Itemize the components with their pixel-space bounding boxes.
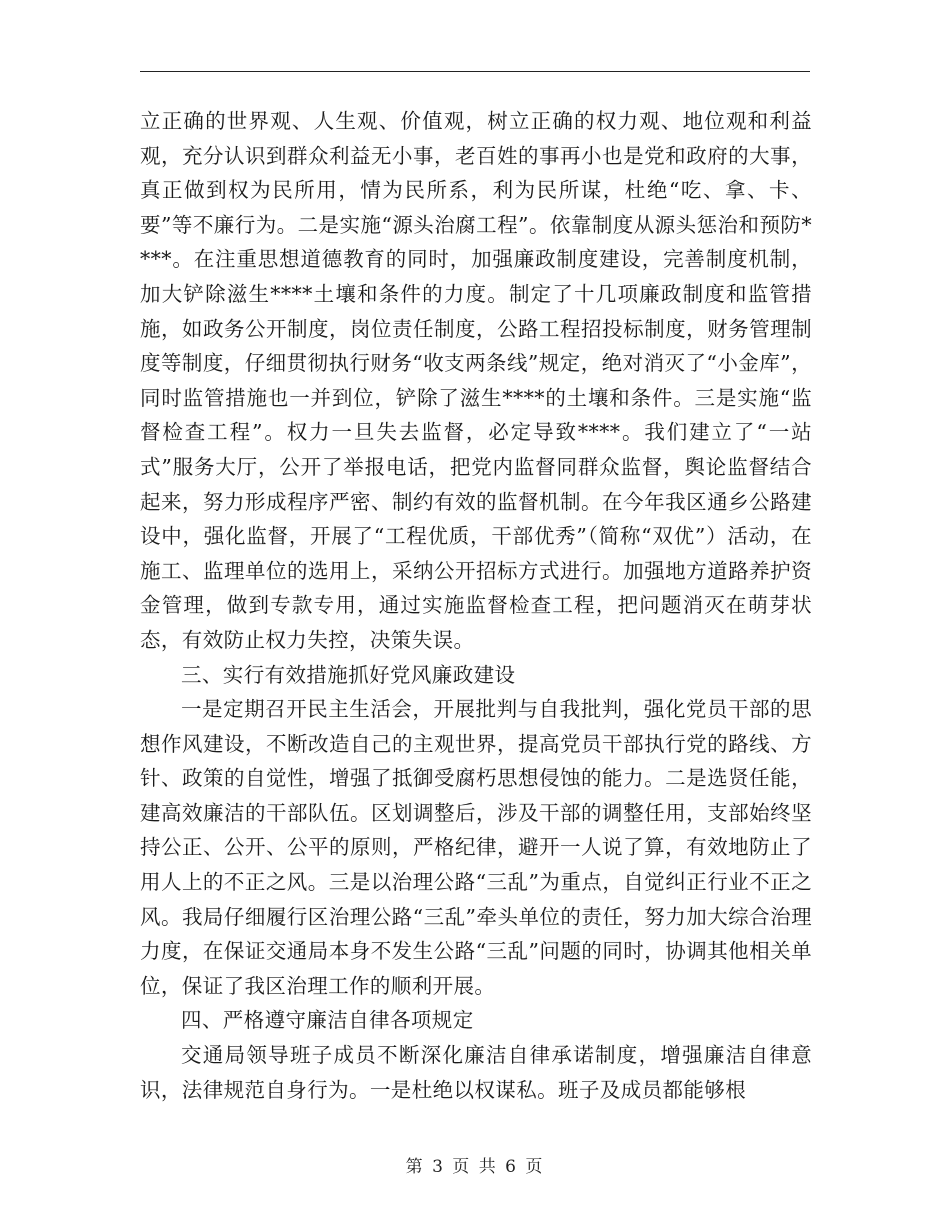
paragraph-3: 交通局领导班子成员不断深化廉洁自律承诺制度，增强廉洁自律意识，法律规范自身行为。一是杜绝以权谋私。班子及成员都能够根 [140,1043,812,1102]
document-body [140,104,812,1107]
paragraph-1: 立正确的世界观、人生观、价值观，树立正确的权力观、地位观和利益观，充分认识到群众利益无小事，老百姓的事再小也是党和政府的大事，真正做到权为民所用，情为民所系，利为民所谋，杜绝“吃、拿、卡、要”等不廉行为。二是实施“源头治腐工程”。依靠制度从源头惩治和预防****。在注重思想道德教育的同时，加强廉政制度建设，完善制度机制，加大铲除滋生****土壤和条件的力度。制定了十几项廉政制度和监管措施，如政务公开制度，岗位责任制度，公路工程招投标制度，财务管理制度等制度，仔细贯彻执行财务“收支两条线”规定，绝对消灭了“小金库”，同时监管措施也一并到位，铲除了滋生****的土壤和条件。三是实施“监督检查工程”。权力一旦失去监督，必定导致****。我们建立了“一站式”服务大厅，公开了举报电话，把党内监督同群众监督，舆论监督结合起来，努力形成程序严密、制约有效的监督机制。在今年我区通乡公路建设中，强化监督，开展了“工程优质，干部优秀”（简称“双优”）活动，在施工、监理单位的选用上，采纳公开招标方式进行。加强地方道路养护资金管理，做到专款专用，通过实施监督检查工程，把问题消灭在萌芽状态，有效防止权力失控，决策失误。 [140,109,812,652]
header-rule [140,71,810,72]
section-heading-4: 四、严格遵守廉洁自律各项规定 [181,1008,474,1033]
paragraph-2: 一是定期召开民主生活会，开展批判与自我批判，强化党员干部的思想作风建设，不断改造自己的主观世界，提高党员干部执行党的路线、方针、政策的自觉性，增强了抵御受腐朽思想侵蚀的能力。二是选贤任能，建高效廉洁的干部队伍。区划调整后，涉及干部的调整任用，支部始终坚持公正、公开、公平的原则，严格纪律，避开一人说了算，有效地防止了用人上的不正之风。三是以治理公路“三乱”为重点，自觉纠正行业不正之风。我局仔细履行区治理公路“三乱”牵头单位的责任，努力加大综合治理力度，在保证交通局本身不发生公路“三乱”问题的同时，协调其他相关单位，保证了我区治理工作的顺利开展。 [140,697,812,998]
page-number: 第 3 页 共 6 页 [405,1157,545,1177]
page-footer [0,1152,950,1177]
section-heading-3: 三、实行有效措施抓好党风廉政建设 [181,662,516,687]
